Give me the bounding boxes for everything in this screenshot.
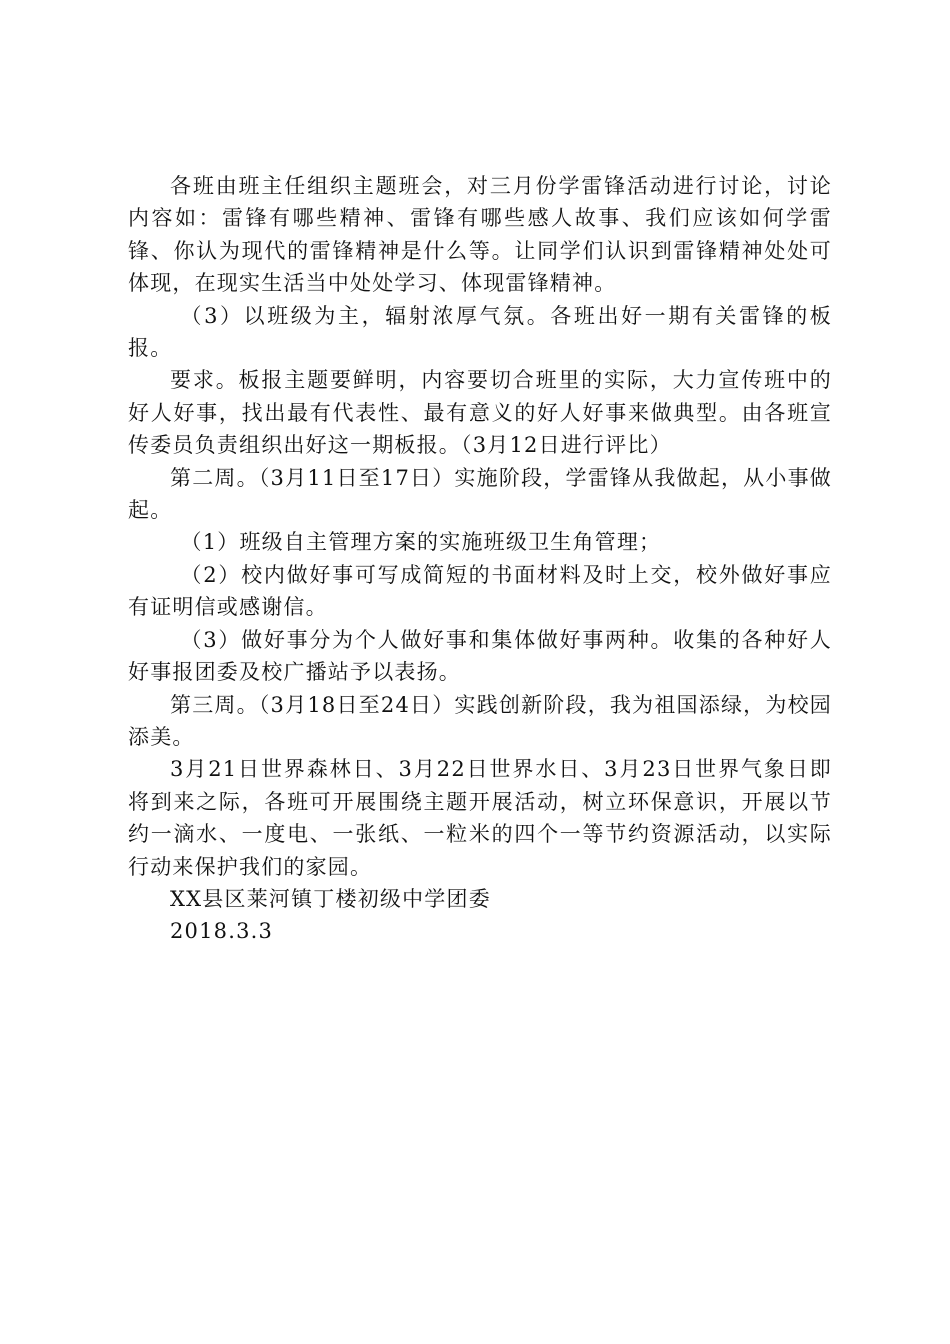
paragraph-item-2: （2）校内做好事可写成简短的书面材料及时上交，校外做好事应有证明信或感谢信。	[128, 562, 832, 620]
paragraph-week-three: 第三周。（3月18日至24日）实践创新阶段，我为祖国添绿，为校园添美。	[128, 692, 832, 749]
paragraph-item-1: （1）班级自主管理方案的实施班级卫生角管理；	[180, 530, 662, 555]
paragraph-requirements: 要求。板报主题要鲜明，内容要切合班里的实际，大力宣传班中的好人好事，找出最有代表性、最有意义的好人好事来做典型。由各班宣传委员负责组织出好这一期板报。（3月12日进行评比）	[128, 368, 832, 458]
paragraph-item-3: （3）做好事分为个人做好事和集体做好事两种。收集的各种好人好事报团委及校广播站予以表扬。	[128, 627, 832, 685]
paragraph-blackboard: （3）以班级为主，辐射浓厚气氛。各班出好一期有关雷锋的板报。	[128, 303, 832, 361]
paragraph-week-two: 第二周。（3月11日至17日）实施阶段，学雷锋从我做起，从小事做起。	[128, 465, 832, 523]
signature-date: 2018.3.3	[170, 919, 274, 944]
signature-organization: XX县区莱河镇丁楼初级中学团委	[170, 886, 491, 911]
document-body	[128, 170, 832, 948]
paragraph-environment-days: 3月21日世界森林日、3月22日世界水日、3月23日世界气象日即将到来之际，各班可开展围绕主题开展活动，树立环保意识，开展以节约一滴水、一度电、一张纸、一粒米的四个一等节约资源活动，以实际行动来保护我们的家园。	[128, 757, 832, 879]
paragraph-class-meeting: 各班由班主任组织主题班会，对三月份学雷锋活动进行讨论，讨论内容如：雷锋有哪些精神、雷锋有哪些感人故事、我们应该如何学雷锋、你认为现代的雷锋精神是什么等。让同学们认识到雷锋精神处处可体现，在现实生活当中处处学习、体现雷锋精神。	[128, 174, 832, 296]
